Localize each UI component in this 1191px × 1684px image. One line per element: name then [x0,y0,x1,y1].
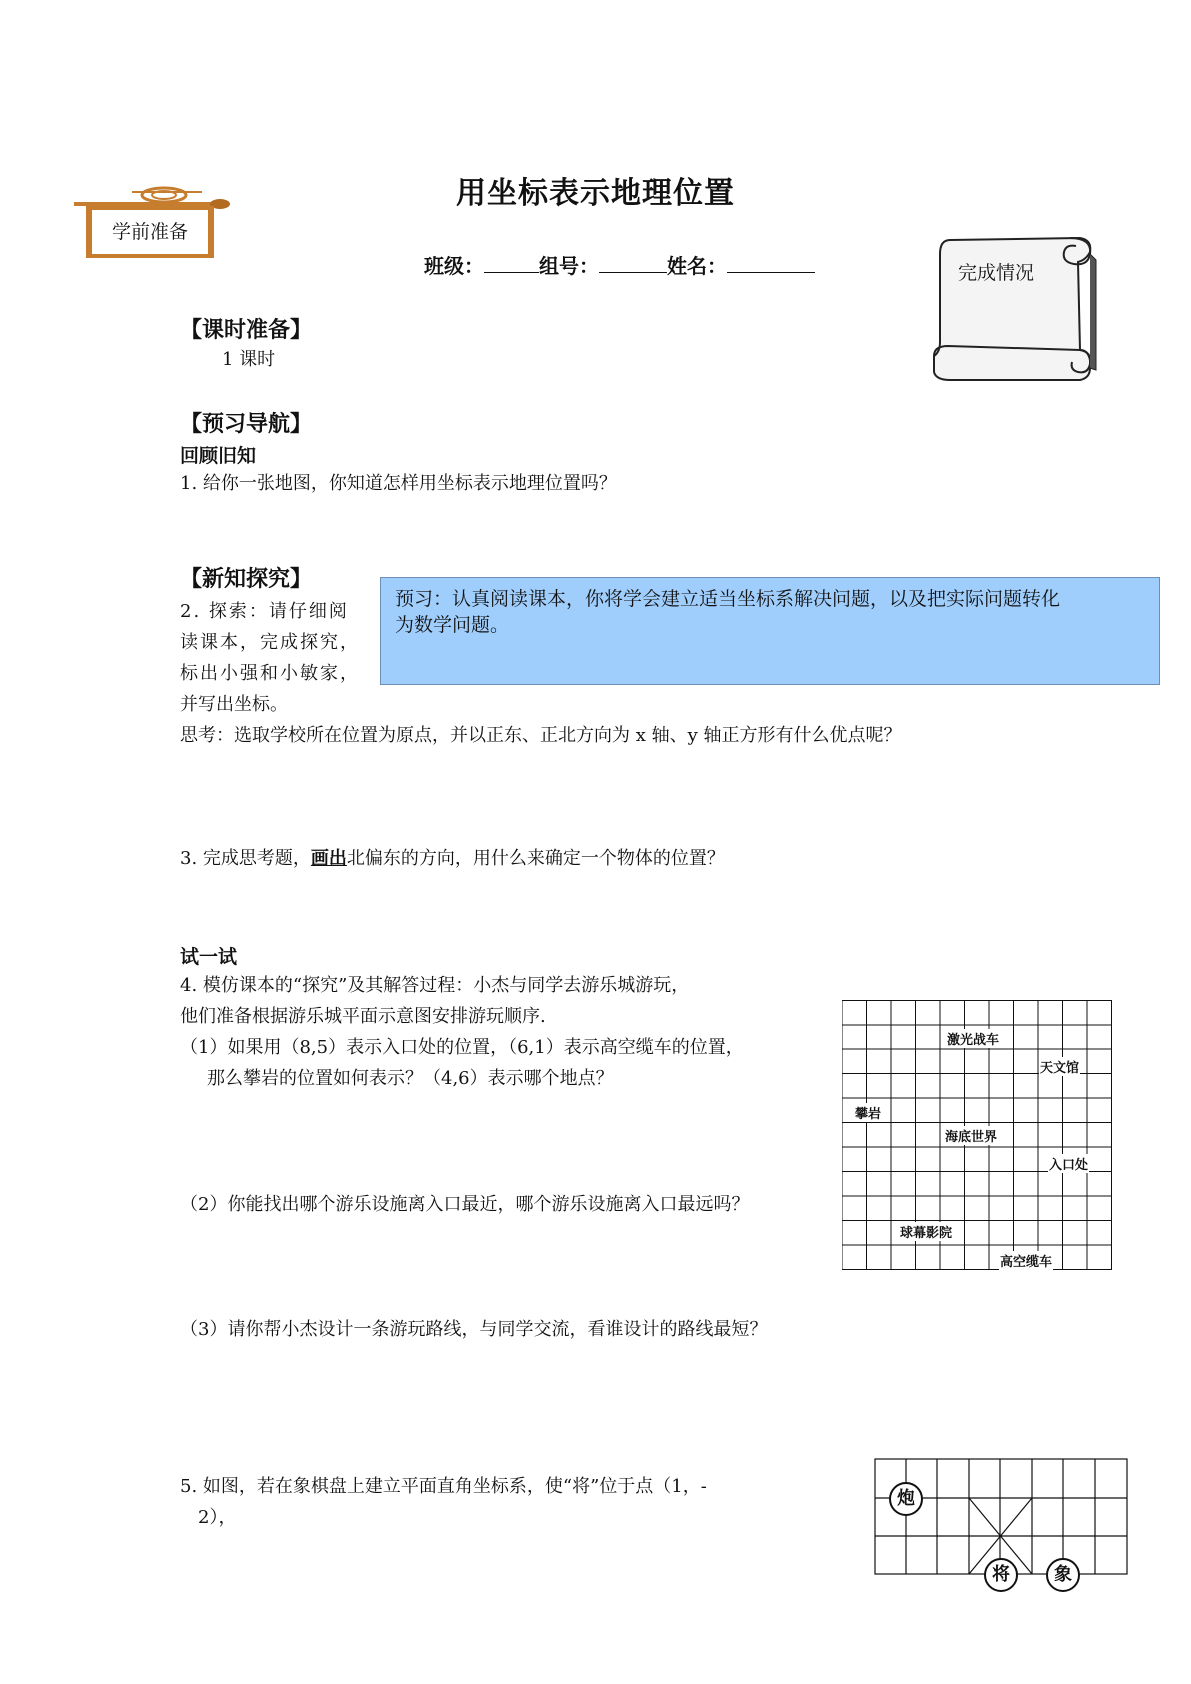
preview-note-line-2: 为数学问题。 [395,614,510,636]
section-heading-explore: 【新知探究】 [180,567,313,592]
preview-note-line-1: 预习：认真阅读课本，你将学会建立适当坐标系解决问题，以及把实际问题转化 [395,588,1061,610]
subheading-review: 回顾旧知 [180,445,257,467]
page-title: 用坐标表示地理位置 [456,176,735,211]
completion-scroll [930,232,1100,382]
banner-logo [72,182,232,260]
question-4-1-line-2: 那么攀岩的位置如何表示？（4,6）表示哪个地点？ [207,1068,614,1089]
name-field[interactable] [727,254,815,273]
question-4-line-2: 他们准备根据游乐城平面示意图安排游玩顺序. [180,1006,546,1027]
map-label-rock-climbing: 攀岩 [854,1103,882,1122]
chess-piece-elephant: 象 [1046,1558,1080,1592]
chess-board [874,1458,1134,1598]
question-4-line-1: 4. 模仿课本的“探究”及其解答过程：小杰与同学去游乐城游玩， [180,975,690,996]
name-label: 姓名： [667,254,727,278]
map-label-planetarium: 天文馆 [1039,1057,1080,1076]
class-field[interactable] [484,254,539,273]
banner-label: 学前准备 [111,221,188,243]
question-3 [180,843,725,874]
question-2-line-3: 标出小强和小敏家， [180,663,360,684]
question-2-line-1: 2. 探索：请仔细阅 [180,601,349,622]
question-3-underlined: 画出 [310,848,347,869]
question-3-suffix: 北偏东的方向，用什么来确定一个物体的位置？ [346,848,725,869]
question-4-1-line-1: （1）如果用（8,5）表示入口处的位置，（6,1）表示高空缆车的位置， [180,1037,744,1058]
chess-piece-general: 将 [984,1558,1018,1592]
chess-piece-cannon: 炮 [889,1482,923,1516]
subheading-try: 试一试 [180,946,238,968]
think-question: 思考：选取学校所在位置为原点，并以正东、正北方向为 x 轴、y 轴正方形有什么优点呢？ [180,725,902,746]
question-4-2: （2）你能找出哪个游乐设施离入口最近，哪个游乐设施离入口最远吗？ [180,1194,750,1215]
completion-label: 完成情况 [958,262,1035,284]
map-label-laser-tank: 激光战车 [946,1029,1000,1048]
question-5-line-1: 5. 如图，若在象棋盘上建立平面直角坐标系，使“将”位于点（1，- [180,1476,707,1497]
question-2-line-4: 并写出坐标。 [180,694,288,715]
question-5-line-2: 2）， [198,1507,237,1528]
question-4-3: （3）请你帮小杰设计一条游玩路线，与同学交流，看谁设计的路线最短？ [180,1319,768,1340]
map-label-cable-car: 高空缆车 [999,1251,1053,1270]
class-label: 班级： [424,254,484,278]
question-2-line-2: 读课本，完成探究， [180,632,360,653]
map-label-entrance: 入口处 [1048,1154,1089,1173]
section-heading-prep: 【课时准备】 [180,318,313,343]
preview-note-box [380,577,1160,685]
student-info-line [424,250,815,279]
question-1: 1. 给你一张地图，你知道怎样用坐标表示地理位置吗？ [180,473,617,494]
scroll-icon [930,232,1100,382]
section-heading-preview: 【预习导航】 [180,412,313,437]
question-3-prefix: 3. 完成思考题， [180,848,311,869]
park-map [842,1000,1112,1270]
prep-text: 1 课时 [222,349,276,370]
group-field[interactable] [599,254,667,273]
map-label-dome-theater: 球幕影院 [899,1222,953,1241]
group-label: 组号： [539,254,599,278]
map-label-ocean-world: 海底世界 [944,1126,998,1145]
